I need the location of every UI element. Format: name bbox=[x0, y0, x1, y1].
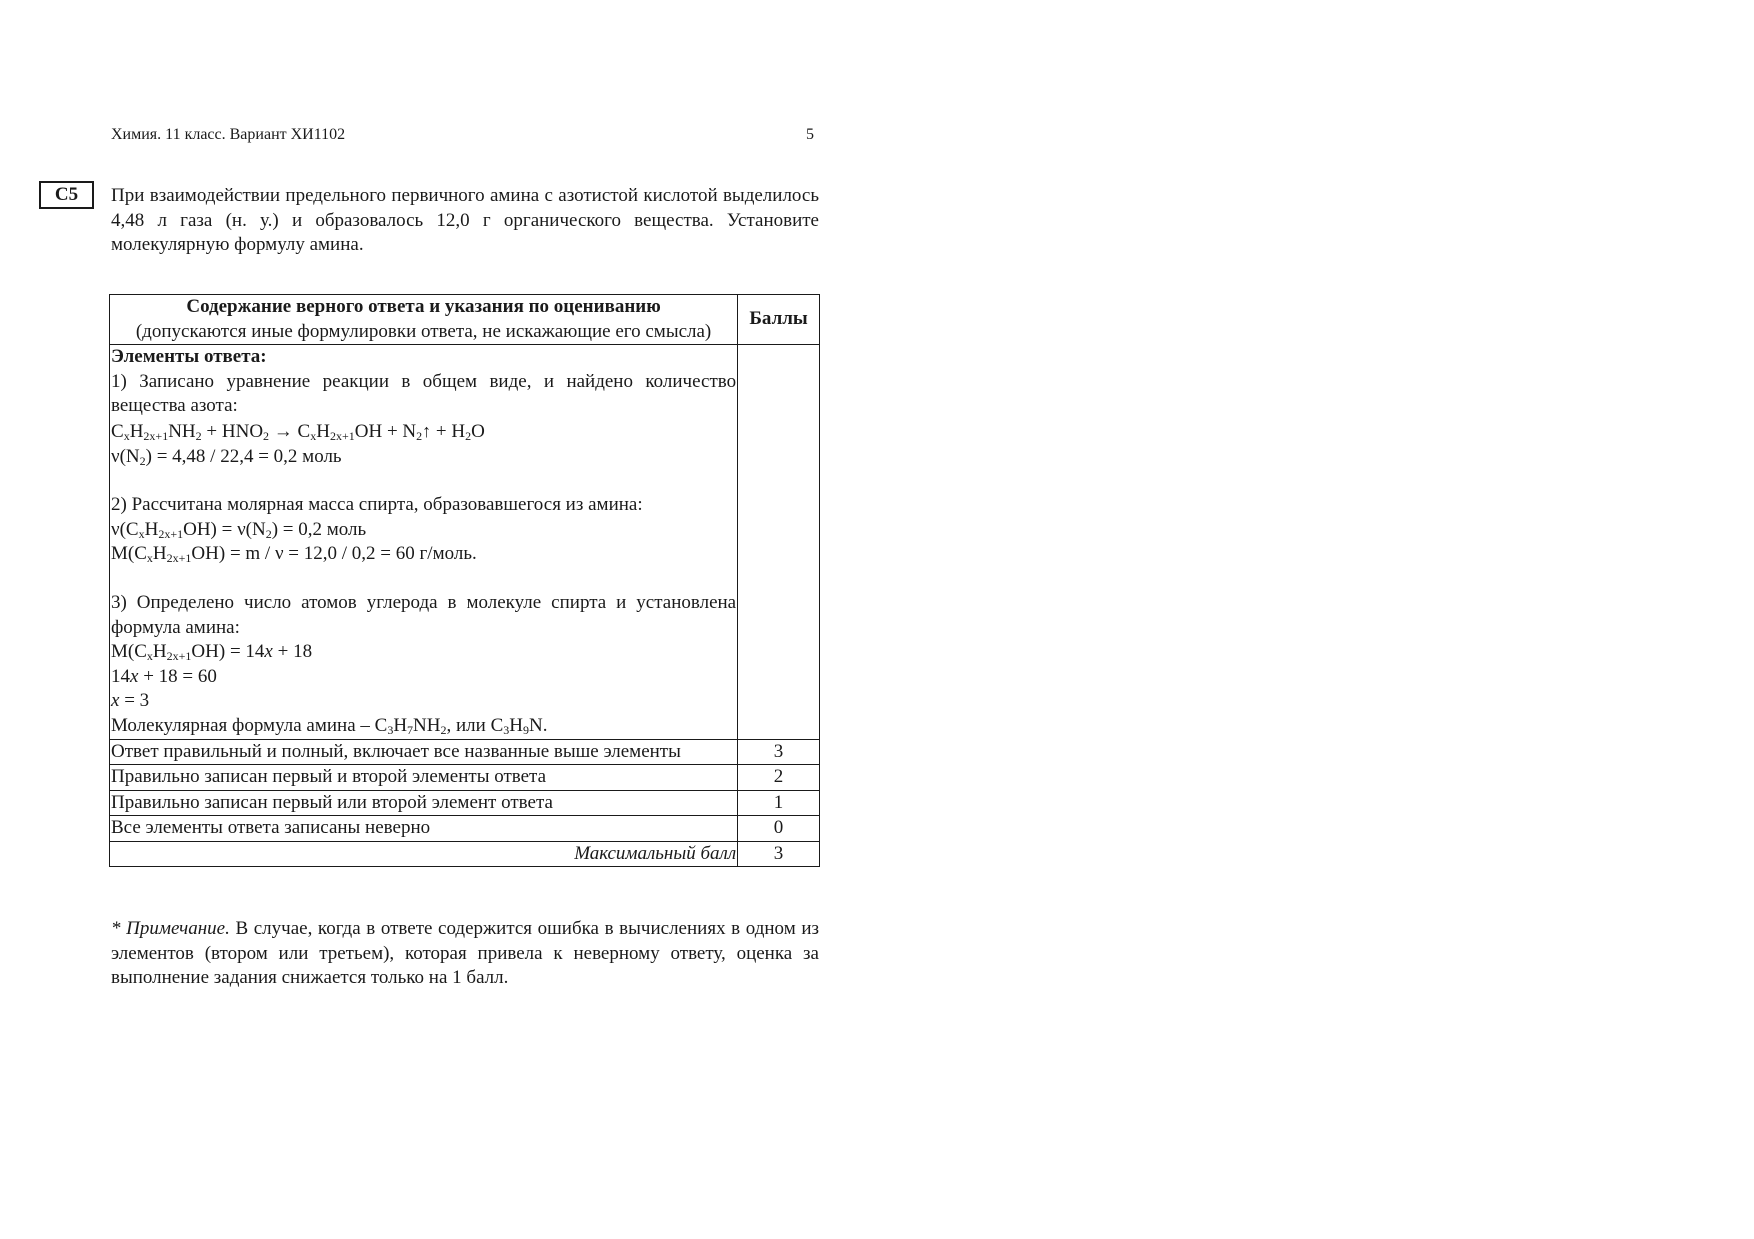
note-paragraph bbox=[111, 917, 819, 991]
criteria-row bbox=[110, 790, 820, 816]
page-header-title: Химия. 11 класс. Вариант ХИ1102 bbox=[111, 126, 346, 143]
max-score-label: Максимальный балл bbox=[110, 841, 738, 867]
answer-elements-cell bbox=[110, 345, 738, 739]
criteria-text: Правильно записан первый и второй элементы ответа bbox=[110, 765, 738, 791]
calc-3b: 14x + 18 = 60 bbox=[111, 665, 217, 687]
grading-table bbox=[109, 294, 820, 867]
result-formula: Молекулярная формула амина – $C_3H_7NH_2$, или $C_3H_9N$. bbox=[111, 714, 548, 737]
criteria-score: 1 bbox=[738, 790, 820, 816]
criteria-text: Ответ правильный и полный, включает все названные выше элементы bbox=[110, 739, 738, 765]
step-2-text: 2) Рассчитана молярная масса спирта, образовавшегося из амина: bbox=[111, 494, 643, 516]
header-title: Содержание верного ответа и указания по оцениванию bbox=[186, 296, 661, 317]
header-score-cell: Баллы bbox=[738, 295, 820, 345]
calc-3c: x = 3 bbox=[111, 690, 150, 712]
header-subtitle: (допускаются иные формулировки ответа, не искажающие его смысла) bbox=[135, 320, 712, 342]
answer-elements-score-cell bbox=[738, 345, 820, 739]
task-statement: При взаимодействии предельного первичного амина с азотистой кислотой выделилось 4,48 л газа (н. у.) и образовалось 12,0 г органического вещества. Установите молекулярную формулу амина. bbox=[111, 185, 819, 255]
criteria-score: 0 bbox=[738, 816, 820, 842]
max-score-row bbox=[110, 841, 820, 867]
equation-1: $C_xH_{2x+1}NH_2 + HNO_2 \to C_xH_{2x+1}OH$ + $N_2↑ + H_2O$ bbox=[111, 420, 485, 443]
criteria-row bbox=[110, 739, 820, 765]
task-label-box: С5 bbox=[39, 181, 94, 209]
criteria-score: 2 bbox=[738, 765, 820, 791]
note-label: * Примечание. bbox=[111, 918, 230, 939]
page-number: 5 bbox=[806, 126, 814, 143]
answer-elements-row bbox=[110, 345, 820, 739]
table-header-row bbox=[110, 295, 820, 345]
note-text: В случае, когда в ответе содержится ошибка в вычислениях в одном из элементов (втором или третьем), которая привела к неверному ответу, оценка за выполнение задания снижается только на 1 балл. bbox=[111, 918, 820, 988]
max-score-value: 3 bbox=[738, 841, 820, 867]
criteria-score: 3 bbox=[738, 739, 820, 765]
criteria-text: Правильно записан первый или второй элемент ответа bbox=[110, 790, 738, 816]
elements-heading: Элементы ответа: bbox=[111, 346, 267, 368]
step-1-text: 1) Записано уравнение реакции в общем виде, и найдено количество вещества азота: bbox=[111, 370, 737, 417]
criteria-row bbox=[110, 816, 820, 842]
step-3-text: 3) Определено число атомов углерода в молекуле спирта и установлена формула амина: bbox=[111, 591, 737, 638]
header-content-cell bbox=[110, 295, 738, 345]
calc-2a: $\nu(C_xH_{2x+1}OH) = \nu(N_2) = 0,2$ моль bbox=[111, 518, 367, 541]
calc-1: $\nu(N_2) = 4,48 / 22,4 = 0,2$ моль bbox=[111, 445, 342, 468]
criteria-text: Все элементы ответа записаны неверно bbox=[110, 816, 738, 842]
calc-2b: $M(C_xH_{2x+1}OH) = m / \nu = 12,0 / 0,2 = 60$ г/моль. bbox=[111, 543, 477, 566]
calc-3a: $M(C_xH_{2x+1}OH) = 14x + 18$ bbox=[111, 641, 313, 664]
criteria-row bbox=[110, 765, 820, 791]
